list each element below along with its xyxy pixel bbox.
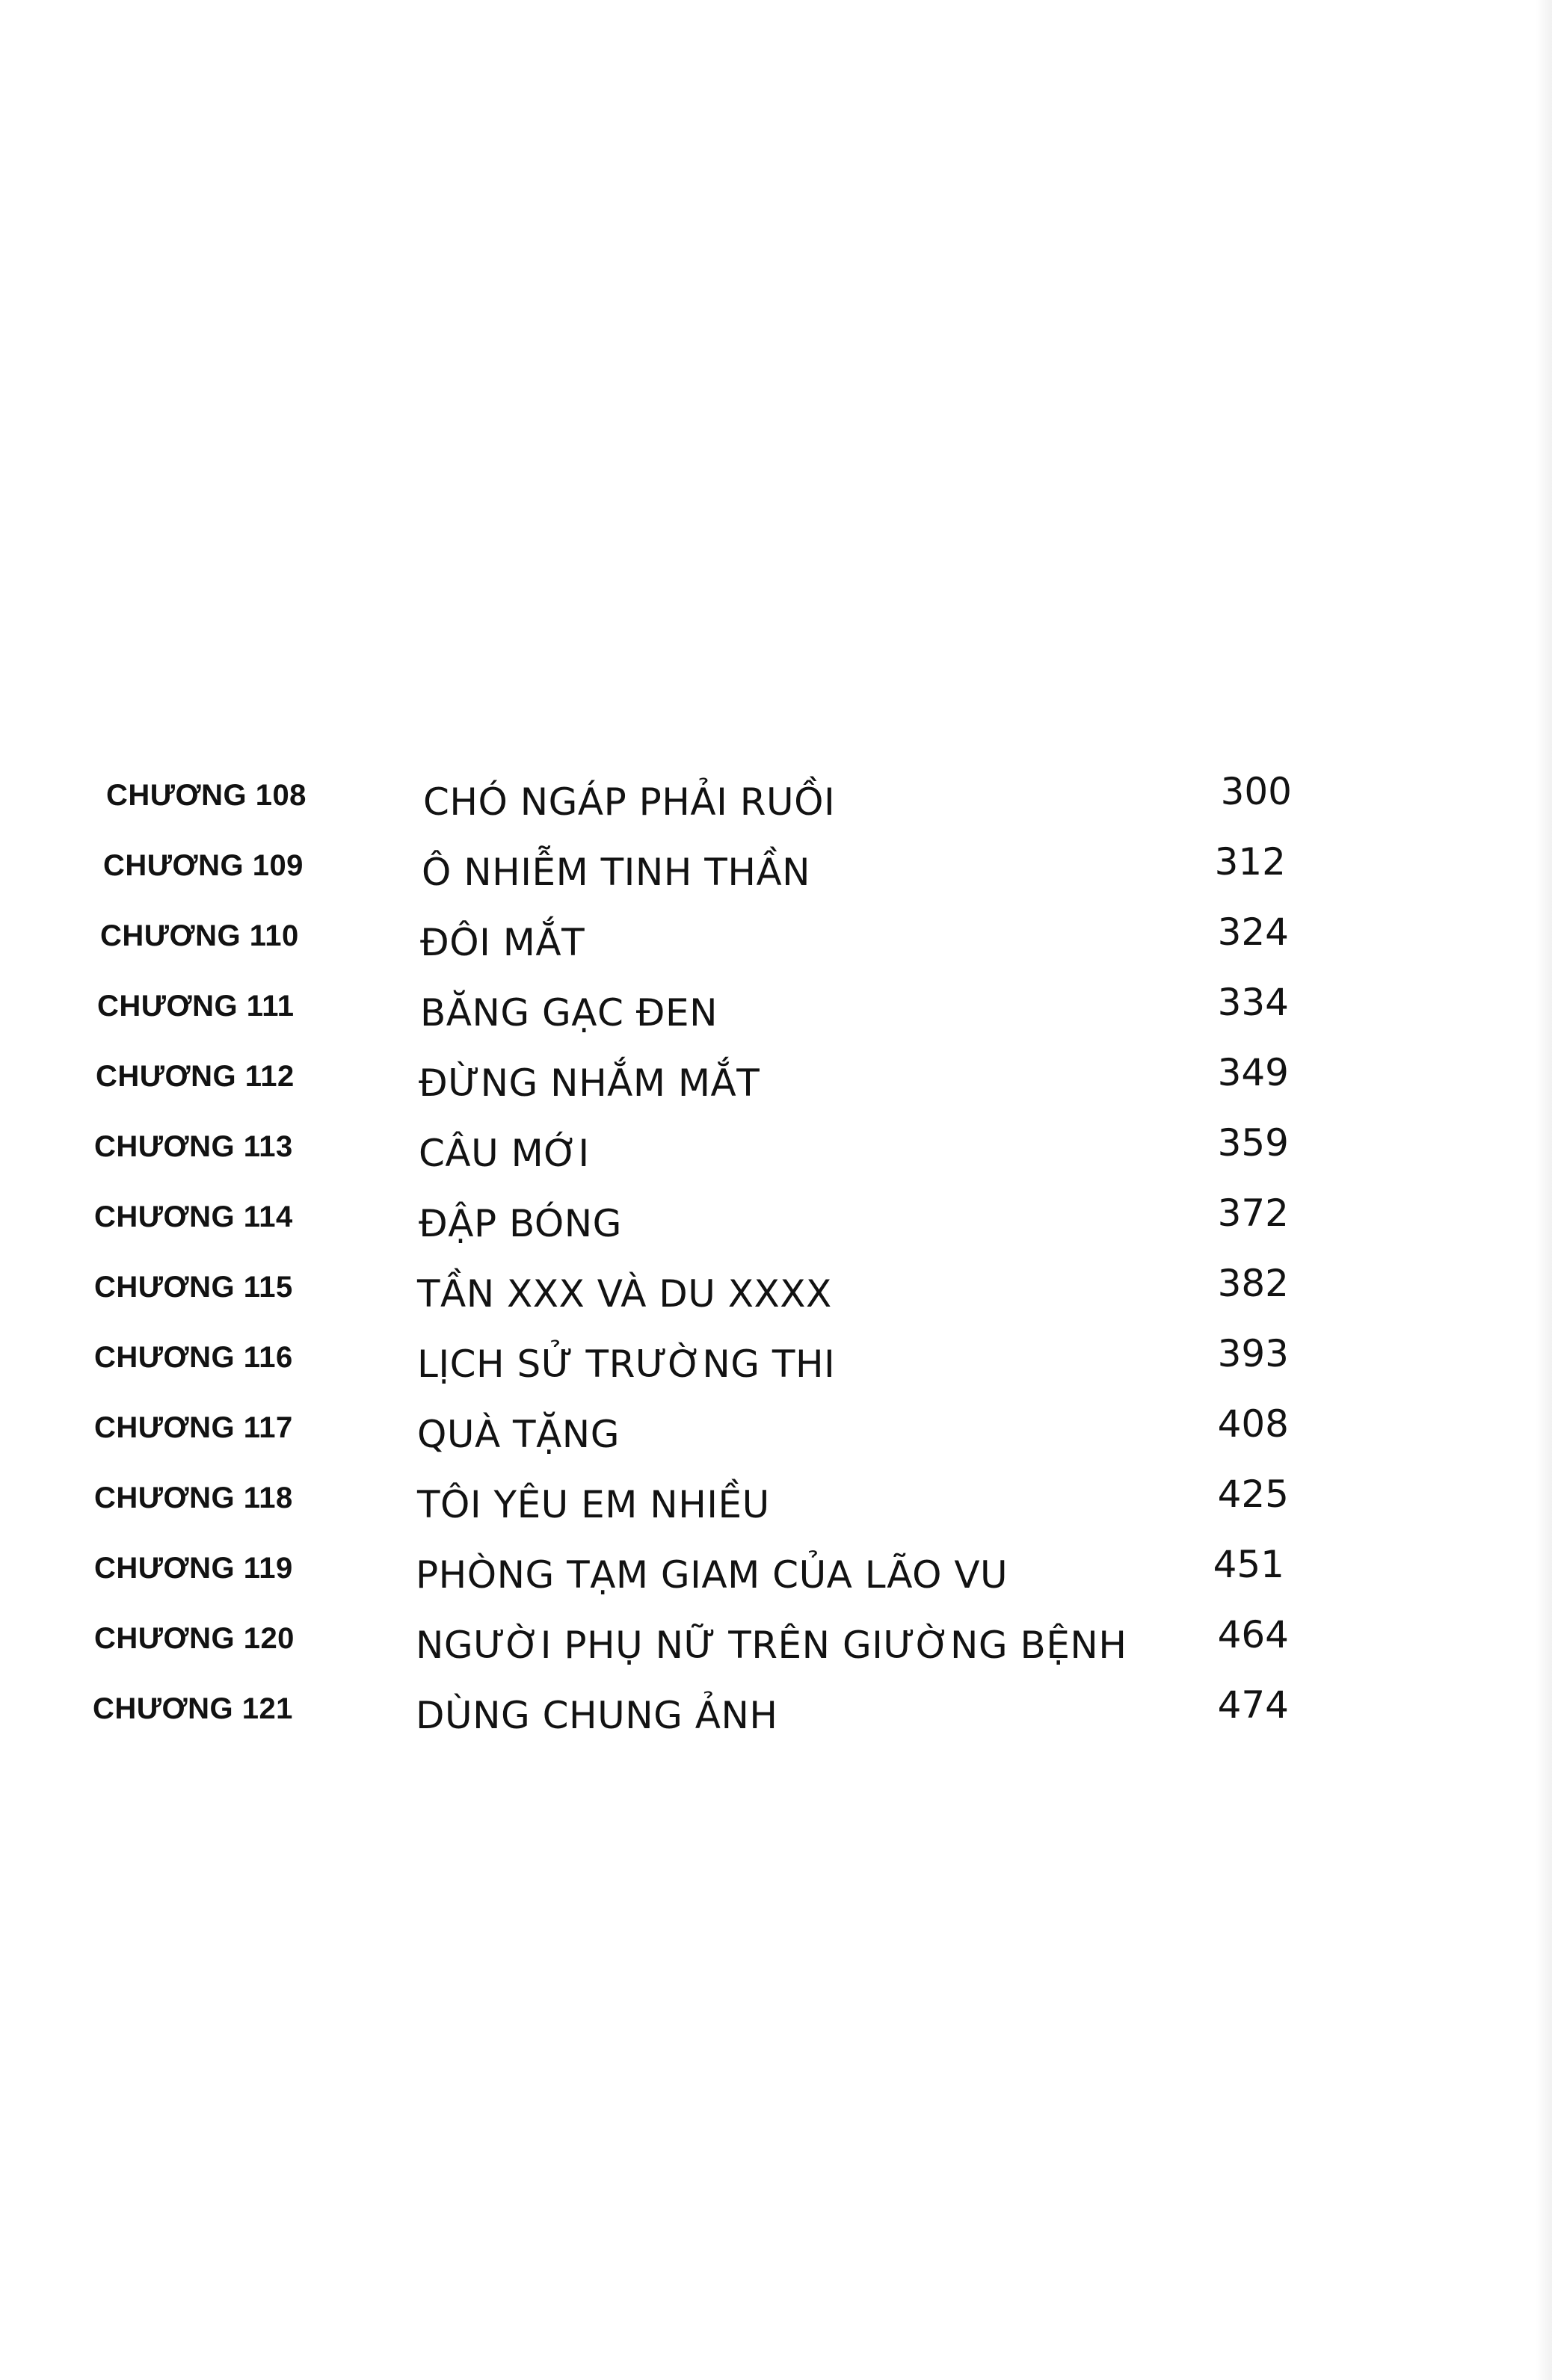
chapter-title: CÂU MỚI [419, 1132, 590, 1175]
chapter-title: TẦN XXX VÀ DU XXXX [417, 1272, 832, 1316]
toc-entry [0, 1603, 1552, 1673]
toc-entry [0, 830, 1552, 900]
page-number: 300 [1220, 770, 1292, 813]
table-of-contents [0, 759, 1552, 1754]
page-number: 359 [1217, 1121, 1289, 1165]
chapter-title: NGƯỜI PHỤ NỮ TRÊN GIƯỜNG BỆNH [416, 1624, 1127, 1667]
chapter-number: CHƯƠNG 109 [103, 849, 304, 882]
chapter-number: CHƯƠNG 108 [106, 779, 307, 812]
chapter-title: Ô NHIỄM TINH THẦN [422, 851, 811, 894]
page-number: 349 [1217, 1051, 1289, 1094]
page-number: 451 [1213, 1543, 1284, 1586]
toc-entry [0, 1111, 1552, 1181]
page-number: 474 [1217, 1683, 1289, 1727]
chapter-number: CHƯƠNG 117 [94, 1411, 293, 1444]
chapter-title: TÔI YÊU EM NHIỀU [417, 1483, 770, 1526]
toc-entry [0, 1041, 1552, 1111]
toc-entry [0, 1462, 1552, 1532]
toc-entry [0, 1532, 1552, 1603]
page-number: 372 [1217, 1191, 1289, 1235]
page-number: 425 [1217, 1473, 1289, 1516]
page-number: 464 [1217, 1613, 1289, 1656]
toc-entry [0, 1251, 1552, 1322]
chapter-title: DÙNG CHUNG ẢNH [416, 1694, 778, 1737]
toc-entry [0, 1673, 1552, 1743]
chapter-title: BĂNG GẠC ĐEN [420, 991, 718, 1035]
chapter-number: CHƯƠNG 114 [94, 1200, 293, 1233]
page-number: 312 [1214, 840, 1286, 884]
toc-entry [0, 1392, 1552, 1462]
toc-entry [0, 970, 1552, 1041]
chapter-number: CHƯƠNG 111 [97, 990, 295, 1023]
chapter-title: LỊCH SỬ TRƯỜNG THI [417, 1342, 836, 1386]
chapter-number: CHƯƠNG 113 [94, 1130, 293, 1163]
chapter-number: CHƯƠNG 118 [94, 1482, 293, 1514]
chapter-title: ĐÔI MẮT [420, 921, 585, 964]
chapter-title: QUÀ TẶNG [417, 1413, 620, 1456]
chapter-title: CHÓ NGÁP PHẢI RUỒI [423, 780, 836, 824]
chapter-number: CHƯƠNG 119 [94, 1552, 293, 1585]
chapter-number: CHƯƠNG 120 [94, 1622, 295, 1655]
chapter-title: ĐẬP BÓNG [419, 1202, 622, 1245]
chapter-number: CHƯƠNG 116 [94, 1341, 293, 1374]
chapter-title: ĐỪNG NHẮM MẮT [419, 1061, 760, 1105]
page-number: 408 [1217, 1402, 1289, 1446]
toc-entry [0, 759, 1552, 830]
toc-entry [0, 900, 1552, 970]
chapter-number: CHƯƠNG 121 [93, 1692, 293, 1725]
toc-entry [0, 1322, 1552, 1392]
chapter-number: CHƯƠNG 112 [96, 1060, 295, 1093]
page-number: 382 [1217, 1262, 1289, 1305]
page-number: 324 [1217, 910, 1289, 954]
page-number: 334 [1217, 981, 1289, 1024]
toc-entry [0, 1181, 1552, 1251]
chapter-number: CHƯƠNG 115 [94, 1271, 293, 1304]
page-number: 393 [1217, 1332, 1289, 1375]
chapter-title: PHÒNG TẠM GIAM CỦA LÃO VU [416, 1553, 1009, 1597]
chapter-number: CHƯƠNG 110 [100, 919, 299, 952]
